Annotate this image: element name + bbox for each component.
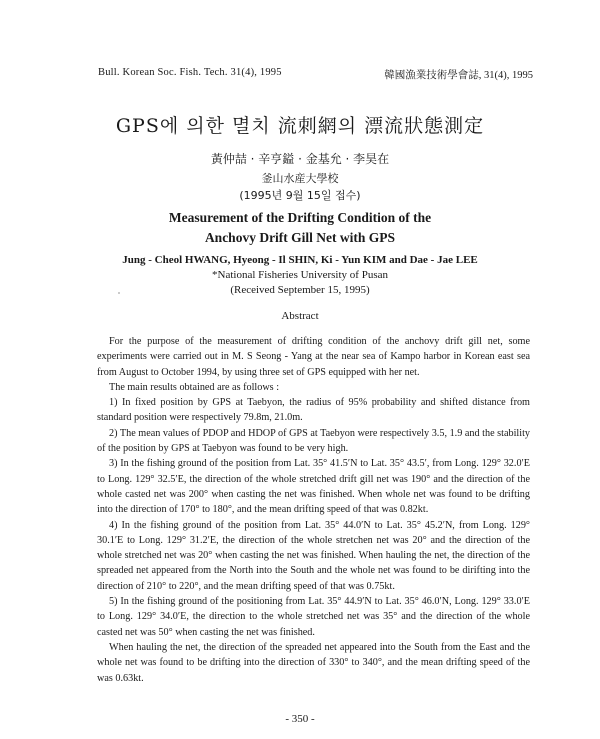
korean-authors: 黃仲喆 · 辛亨鎰 · 金基允 · 李昊在 <box>210 152 390 166</box>
korean-received-date: (1995년 9월 15일 접수) <box>239 189 361 202</box>
scan-speck <box>118 292 120 294</box>
journal-header-english: Bull. Korean Soc. Fish. Tech. 31(4), 1995 <box>98 67 282 78</box>
abstract-paragraph: 4) In the fishing ground of the position from Lat. 35° 44.0′N to Lat. 35° 45.2′N, from Long. 129° 30.1′E to Long. 129° 31.2′E, the direction of the whole stretchen net was 20° and the direction of the whole stretched net was 20° when casting the net was finished. When hauling the net, the direction of the spreaded net appeared from the North into the South and the whole net was found to be dirifting into the direction of 210° to 220°, and the mean drifting speed of that was 0.75kt. <box>97 519 530 592</box>
english-title-line-1: Measurement of the Drifting Condition of the <box>168 210 432 225</box>
korean-title: GPS에 의한 멸치 流刺網의 漂流狀態測定 <box>115 115 485 137</box>
english-authors: Jung - Cheol HWANG, Hyeong - Il SHIN, Ki - Yun KIM and Dae - Jae LEE <box>122 254 478 266</box>
page-number: - 350 - <box>285 713 315 725</box>
korean-affiliation: 釜山水産大學校 <box>261 172 339 185</box>
abstract-paragraph: 3) In the fishing ground of the position from Lat. 35° 41.5′N to Lat. 35° 43.5′, from Long. 129° 32.0′E to Long. 129° 32.5′E, the direction of the whole stretched drift gill net was 190° and the direction of the whole casted net was 200° when casting the net was finished. When whole net was found to be drifting into the direction of 170° to 180°, and the mean drifting speed of that was 0.82kt. <box>97 458 530 516</box>
abstract-paragraph: 5) In the fishing ground of the positioning from Lat. 35° 44.9′N to Lat. 35° 46.0′N, Long. 129° 33.0′E to Long. 129° 34.0′E, the direction to the whole stretched net was 35° and the direction of the whole casted net was 50° when casting the net was finished. <box>97 596 530 638</box>
abstract-paragraph: The main results obtained are as follows : <box>109 381 280 393</box>
abstract-paragraph: When hauling the net, the direction of the spreaded net appeared into the South from the East and the whole net was found to be drifting into the direction of 330° to 340°, and the mean drifting speed of the was 0.63kt. <box>97 641 530 684</box>
english-received-date: (Received September 15, 1995) <box>230 284 370 296</box>
journal-header-korean: 韓國漁業技術學會誌, 31(4), 1995 <box>384 70 533 81</box>
english-title-line-2: Anchovy Drift Gill Net with GPS <box>204 230 396 245</box>
abstract-heading: Abstract <box>281 310 319 322</box>
abstract-paragraph: For the purpose of the measurement of drifting condition of the anchovy drift gill net, some experiments were carried out in M. S Seong - Yang at the near sea of Kampo harbor in Korean east sea from August to October 1994, by using three set of GPS equipped with her net. <box>97 336 530 378</box>
english-affiliation: *National Fisheries University of Pusan <box>212 269 388 281</box>
abstract-paragraph: 2) The mean values of PDOP and HDOP of GPS at Taebyon were respectively 3.5, 1.9 and the stability of the position by GPS at Taebyon was found to be very high. <box>97 427 530 455</box>
abstract-body <box>97 334 530 686</box>
english-title <box>0 208 600 248</box>
abstract-paragraph: 1) In fixed position by GPS at Taebyon, the radius of 95% probability and shifted distance from standard position were respectively 79.8m, 21.0m. <box>97 397 530 424</box>
